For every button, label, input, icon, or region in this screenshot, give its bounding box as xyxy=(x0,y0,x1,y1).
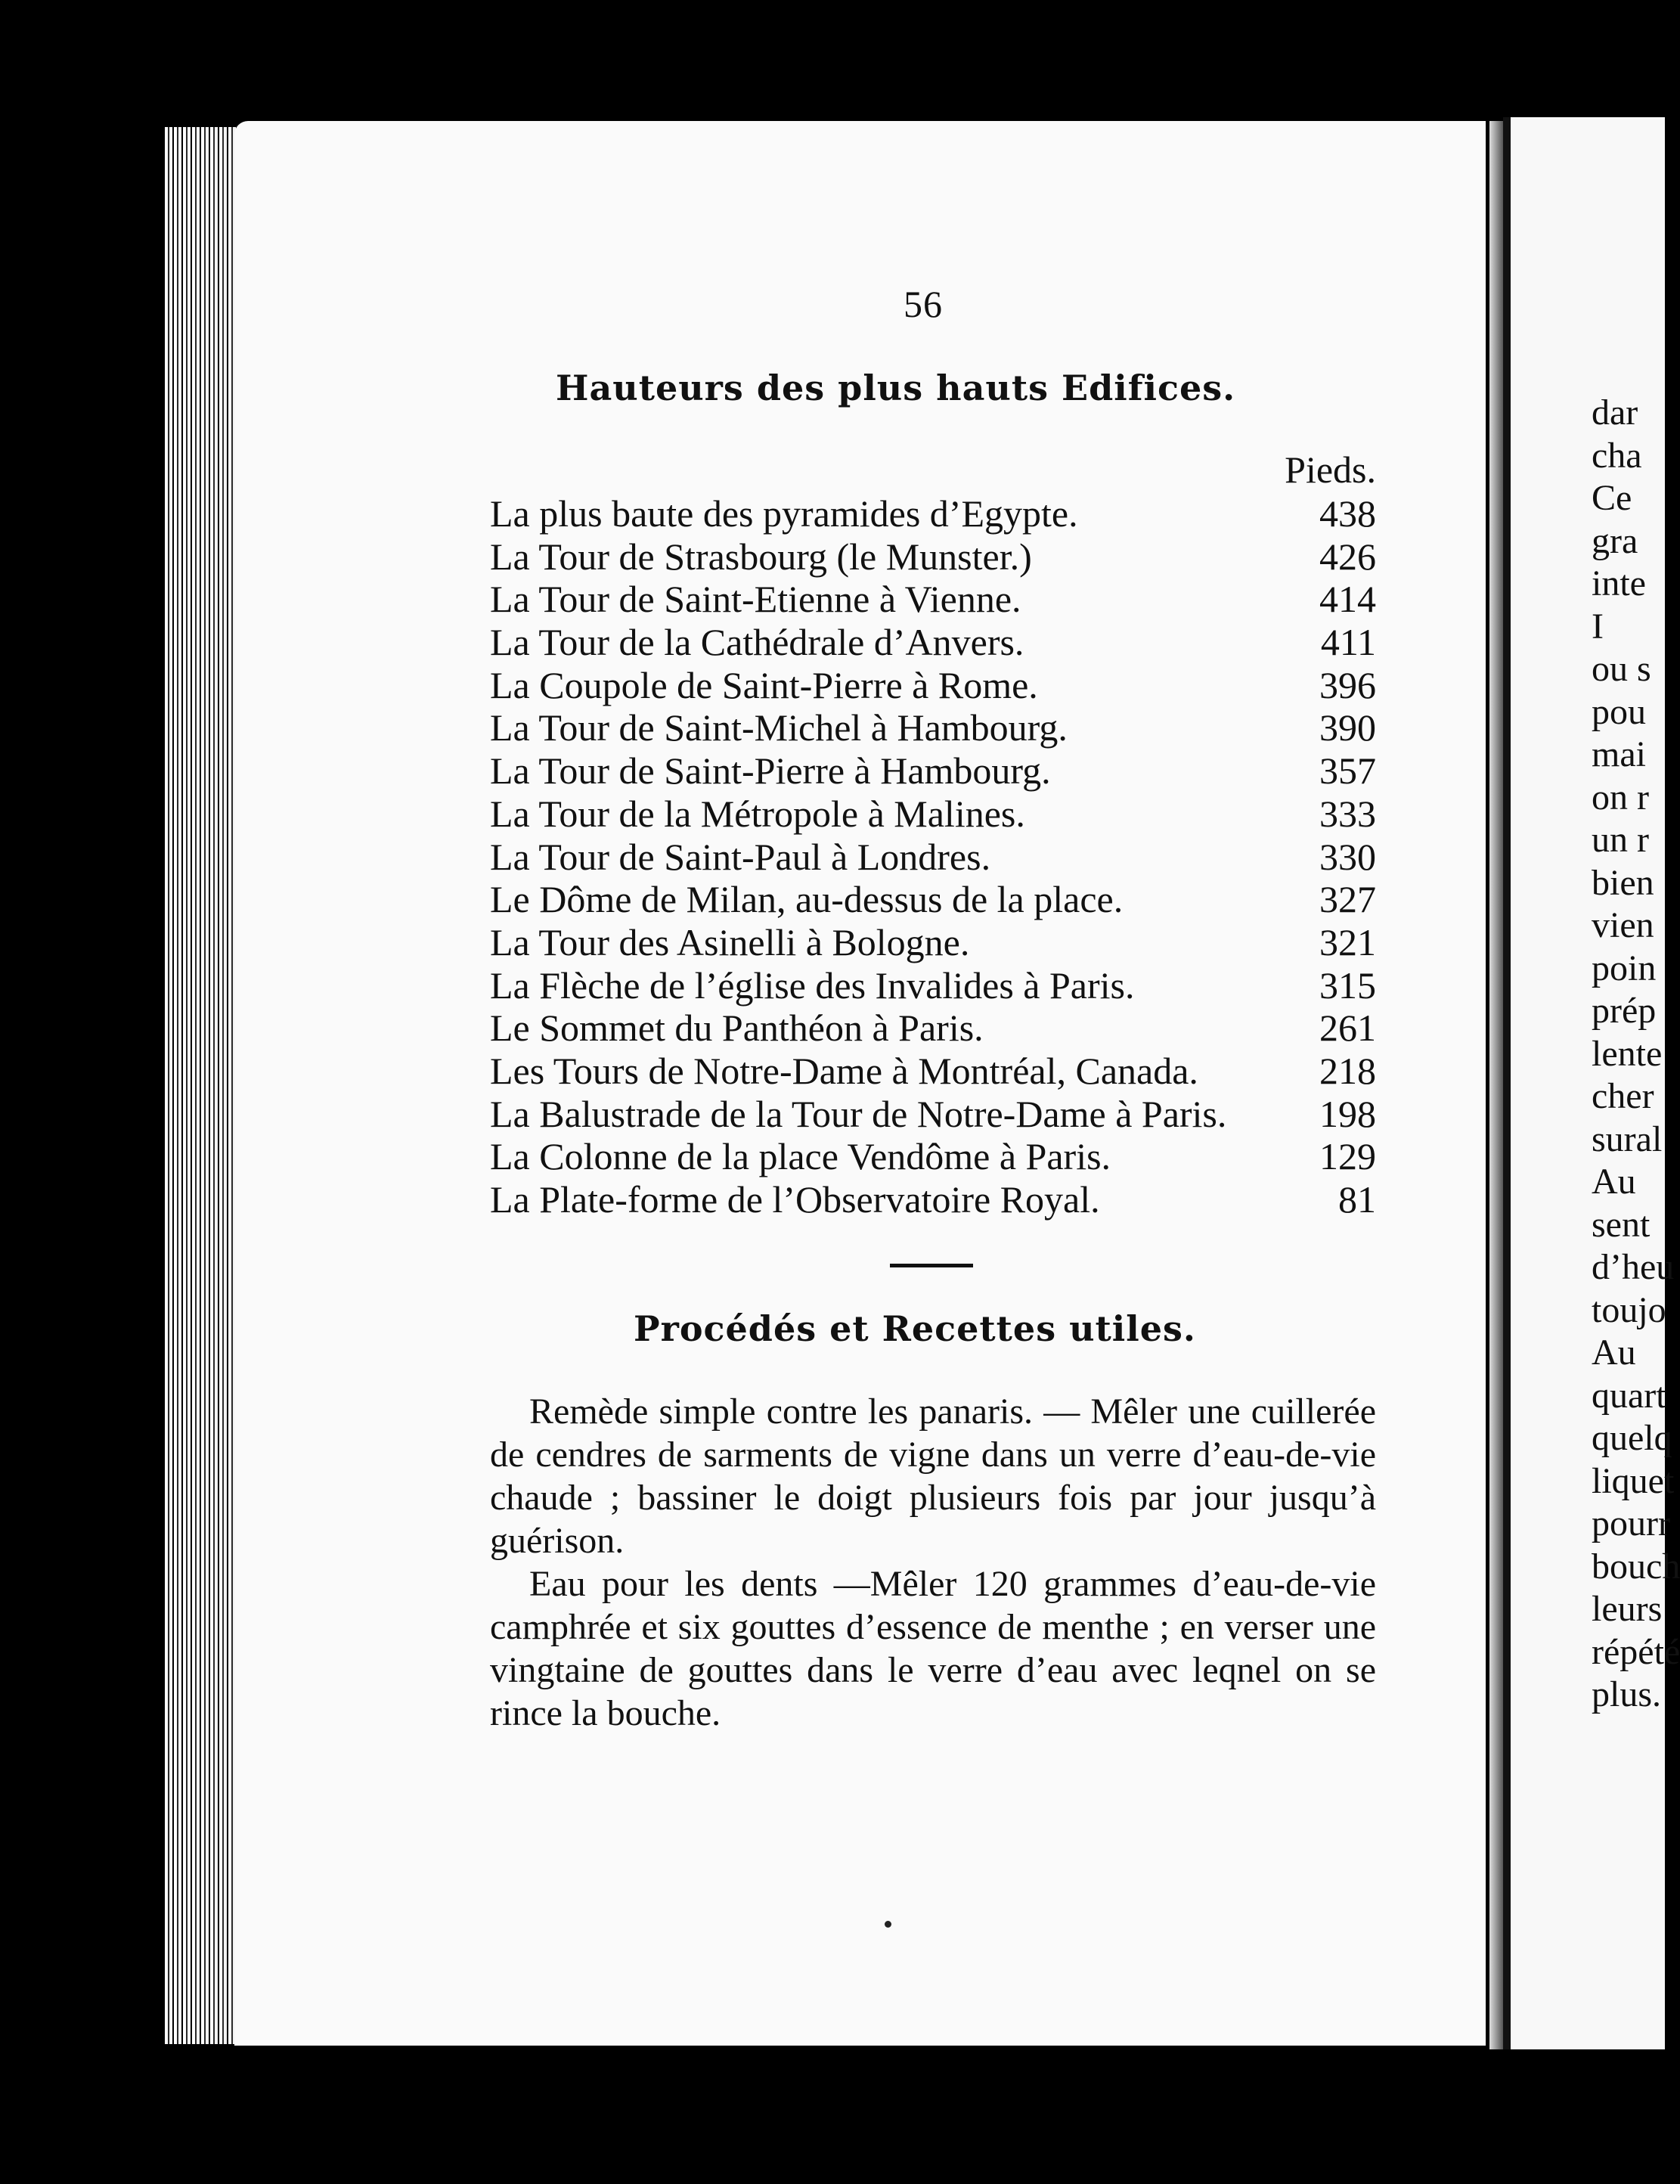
facing-line: I xyxy=(1592,606,1604,647)
facing-line: toujo xyxy=(1592,1289,1666,1330)
table-row xyxy=(490,1049,1376,1092)
table-row xyxy=(490,749,1376,792)
table-row xyxy=(490,620,1376,663)
building-height: 129 xyxy=(1319,1135,1376,1178)
facing-line: bien xyxy=(1592,862,1654,903)
facing-line: poin xyxy=(1592,948,1657,988)
facing-line: on r xyxy=(1592,777,1649,817)
table-row xyxy=(490,1134,1376,1177)
building-height: 261 xyxy=(1319,1007,1376,1050)
facing-line: inte xyxy=(1592,563,1646,603)
table-row xyxy=(490,920,1376,963)
facing-line: ou s xyxy=(1592,649,1651,689)
facing-line: bouch xyxy=(1592,1546,1680,1587)
facing-line: quart xyxy=(1592,1375,1666,1416)
building-height: 327 xyxy=(1319,878,1376,921)
facing-line: prép xyxy=(1592,991,1657,1031)
table-row xyxy=(490,835,1376,878)
table-row xyxy=(490,492,1376,535)
table-row xyxy=(490,1092,1376,1135)
table-row xyxy=(490,1006,1376,1049)
building-height: 414 xyxy=(1319,578,1376,621)
building-height: 315 xyxy=(1319,963,1376,1007)
facing-line: vien xyxy=(1592,905,1654,945)
facing-line: Au xyxy=(1592,1162,1636,1202)
building-height: 218 xyxy=(1319,1049,1376,1092)
ink-dot xyxy=(885,1921,891,1928)
building-name: La Tour de Saint-Pierre à Hambourg. xyxy=(490,749,1051,793)
building-height: 438 xyxy=(1319,492,1376,535)
building-height: 81 xyxy=(1338,1178,1376,1221)
table-row xyxy=(490,1177,1376,1221)
building-height: 411 xyxy=(1320,621,1376,664)
building-name: Le Sommet du Panthéon à Paris. xyxy=(490,1007,984,1050)
building-name: La Tour de la Métropole à Malines. xyxy=(490,792,1025,835)
facing-line: leurs xyxy=(1592,1589,1663,1629)
facing-line: lente xyxy=(1592,1033,1663,1074)
units-header: Pieds. xyxy=(1285,448,1376,491)
recipe-paragraph: Remède simple contre les panaris. — Mêler une cuillerée de cendres de sarments de vigne dans un verre d’eau-de-vie chaude ; bassiner le doigt plusieurs fois par jour jusqu’à guérison. xyxy=(490,1391,1376,1561)
building-name: La Tour des Asinelli à Bologne. xyxy=(490,920,970,963)
facing-line: plus. xyxy=(1592,1674,1662,1714)
facing-line: sent xyxy=(1592,1204,1651,1245)
table-row xyxy=(490,535,1376,578)
building-name: Les Tours de Notre-Dame à Montréal, Canada. xyxy=(490,1049,1198,1092)
building-name: La Balustrade de la Tour de Notre-Dame à Paris. xyxy=(490,1092,1227,1135)
facing-line: cher xyxy=(1592,1076,1654,1116)
table-row xyxy=(490,963,1376,1007)
gutter-shadow xyxy=(1489,121,1503,2049)
building-name: La Coupole de Saint-Pierre à Rome. xyxy=(490,663,1038,706)
section-divider xyxy=(890,1264,973,1267)
building-name: La Flèche de l’église des Invalides à Paris. xyxy=(490,963,1135,1007)
building-name: La Tour de Saint-Paul à Londres. xyxy=(490,835,991,878)
facing-line: Au xyxy=(1592,1332,1636,1373)
table-row xyxy=(490,663,1376,706)
building-name: La plus baute des pyramides d’Egypte. xyxy=(490,492,1078,535)
facing-line: sural xyxy=(1592,1118,1663,1159)
building-name: La Tour de Saint-Etienne à Vienne. xyxy=(490,578,1021,621)
heights-table xyxy=(490,492,1376,1221)
page-number: 56 xyxy=(904,283,943,325)
building-name: La Plate-forme de l’Observatoire Royal. xyxy=(490,1178,1100,1221)
recipes-section-title: Procédés et Recettes utiles. xyxy=(634,1308,1196,1349)
heights-section-title: Hauteurs des plus hauts Edifices. xyxy=(556,368,1236,408)
facing-line: dar xyxy=(1592,392,1638,433)
facing-line: un r xyxy=(1592,820,1649,860)
facing-line: pou xyxy=(1592,691,1646,732)
building-height: 357 xyxy=(1319,749,1376,793)
table-row xyxy=(490,706,1376,749)
building-height: 321 xyxy=(1319,920,1376,963)
building-height: 330 xyxy=(1319,835,1376,878)
facing-line: liquet xyxy=(1592,1460,1675,1501)
facing-line: gra xyxy=(1592,520,1638,561)
facing-line: quelq xyxy=(1592,1418,1672,1458)
building-name: La Tour de Saint-Michel à Hambourg. xyxy=(490,706,1068,749)
building-height: 390 xyxy=(1319,706,1376,749)
building-name: La Tour de Strasbourg (le Munster.) xyxy=(490,535,1032,578)
facing-line: mai xyxy=(1592,734,1646,774)
facing-line: Ce xyxy=(1592,478,1632,518)
page-edges xyxy=(165,127,236,2044)
building-height: 198 xyxy=(1319,1092,1376,1135)
building-name: Le Dôme de Milan, au-dessus de la place. xyxy=(490,878,1124,921)
building-height: 426 xyxy=(1319,535,1376,578)
table-row xyxy=(490,792,1376,835)
building-height: 333 xyxy=(1319,792,1376,835)
facing-page-text xyxy=(1592,392,1680,1717)
building-height: 396 xyxy=(1319,663,1376,706)
table-row xyxy=(490,577,1376,620)
facing-line: pourr xyxy=(1592,1503,1670,1543)
facing-line: répété xyxy=(1592,1631,1680,1672)
recipe-paragraph: Eau pour les dents —Mêler 120 grammes d’eau-de-vie camphrée et six gouttes d’essence de menthe ; en verser une vingtaine de gouttes dans le verre d’eau avec leqnel on se rince la bouche. xyxy=(490,1564,1376,1733)
building-name: La Colonne de la place Vendôme à Paris. xyxy=(490,1135,1111,1178)
facing-line: cha xyxy=(1592,435,1642,476)
facing-line: d’heu xyxy=(1592,1247,1675,1287)
table-row xyxy=(490,877,1376,920)
building-name: La Tour de la Cathédrale d’Anvers. xyxy=(490,621,1024,664)
